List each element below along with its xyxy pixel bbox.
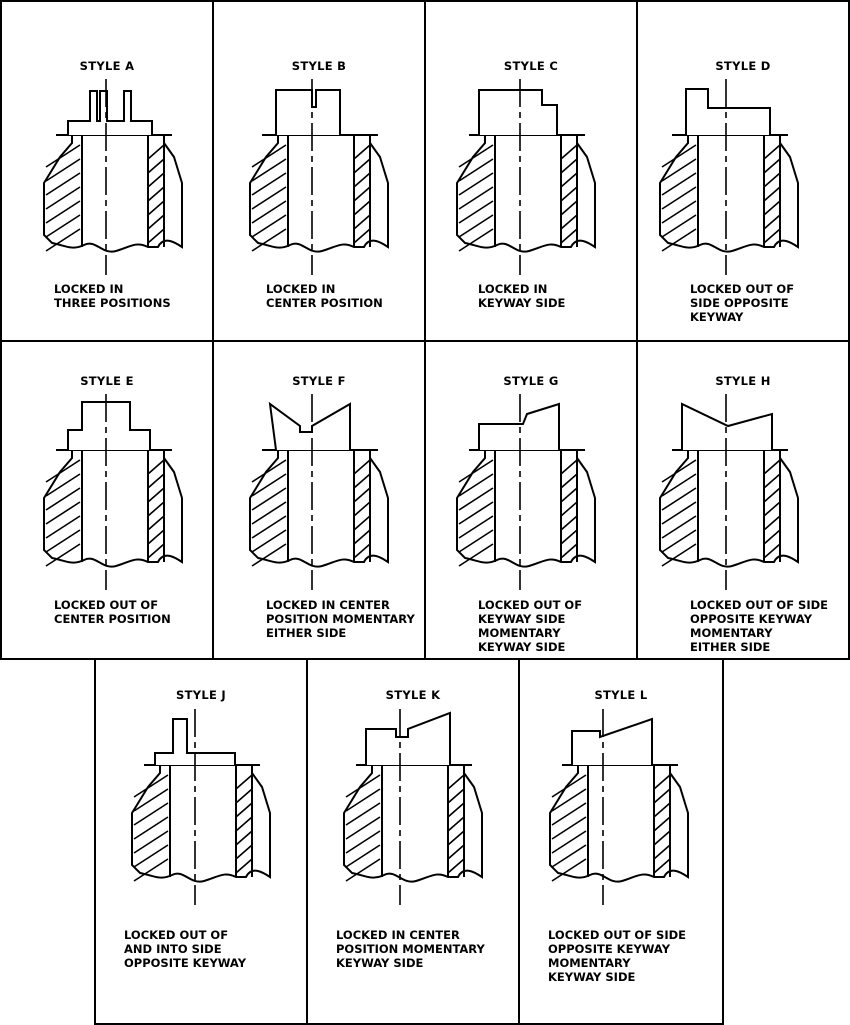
caption-line: MOMENTARY <box>548 956 631 970</box>
right-hatch <box>148 460 164 558</box>
caption-line: LOCKED IN CENTER <box>266 598 390 612</box>
caption-line: LOCKED OUT OF <box>478 598 583 612</box>
hatch-line <box>764 474 780 488</box>
hatch-line <box>654 817 670 831</box>
hatch-line <box>561 173 577 187</box>
actuator-outline <box>276 90 340 135</box>
hatch-line <box>252 145 286 167</box>
style-title: STYLE K <box>385 688 441 702</box>
hatch-line <box>654 845 670 859</box>
hatch-line <box>148 544 164 558</box>
caption-line: KEYWAY SIDE <box>478 296 566 310</box>
caption-line: LOCKED OUT OF SIDE <box>548 928 687 942</box>
hatch-line <box>662 488 696 510</box>
hatch-line <box>459 187 493 209</box>
switch-body <box>660 135 798 252</box>
hatch-line <box>654 859 670 873</box>
right-hatch <box>148 145 164 243</box>
right-hatch <box>764 460 780 558</box>
style-title: STYLE C <box>503 59 559 73</box>
caption-line: KEYWAY SIDE <box>478 612 566 626</box>
hatch-line <box>552 817 586 839</box>
hatch-line <box>46 201 80 223</box>
hatch-line <box>148 145 164 159</box>
hatch-line <box>561 187 577 201</box>
hatch-line <box>236 803 252 817</box>
hatch-line <box>561 229 577 243</box>
housing-outline <box>660 450 798 567</box>
hatch-line <box>236 831 252 845</box>
hatch-line <box>764 502 780 516</box>
hatch-line <box>354 145 370 159</box>
right-hatch <box>764 145 780 243</box>
style-title: STYLE G <box>503 374 559 388</box>
caption-line: MOMENTARY <box>478 626 561 640</box>
switch-body <box>132 765 270 882</box>
switch-body <box>550 765 688 882</box>
hatch-line <box>561 215 577 229</box>
left-hatch <box>459 145 493 251</box>
hatch-line <box>134 831 168 853</box>
hatch-line <box>662 201 696 223</box>
hatch-line <box>134 845 168 867</box>
hatch-line <box>236 845 252 859</box>
hatch-line <box>662 173 696 195</box>
hatch-line <box>354 201 370 215</box>
caption-line: KEYWAY SIDE <box>548 970 636 984</box>
hatch-line <box>764 201 780 215</box>
hatch-line <box>764 488 780 502</box>
caption-line: OPPOSITE KEYWAY <box>690 612 813 626</box>
style-title: STYLE J <box>175 688 227 702</box>
left-hatch <box>662 460 696 566</box>
right-hatch <box>354 145 370 243</box>
hatch-line <box>764 516 780 530</box>
right-hatch <box>561 145 577 243</box>
housing-outline <box>44 135 182 252</box>
switch-body <box>44 135 182 252</box>
hatch-line <box>764 187 780 201</box>
hatch-line <box>459 460 493 482</box>
hatch-line <box>448 831 464 845</box>
hatch-line <box>764 159 780 173</box>
caption-line: KEYWAY SIDE <box>478 640 566 654</box>
hatch-line <box>448 775 464 789</box>
hatch-line <box>662 460 696 482</box>
hatch-line <box>346 775 380 797</box>
hatch-line <box>148 516 164 530</box>
right-hatch <box>236 775 252 873</box>
right-hatch <box>448 775 464 873</box>
hatch-line <box>148 201 164 215</box>
caption-line: CENTER POSITION <box>54 612 171 626</box>
hatch-line <box>148 474 164 488</box>
left-hatch <box>552 775 586 881</box>
caption-line: KEYWAY <box>690 310 744 324</box>
hatch-line <box>252 187 286 209</box>
style-title: STYLE H <box>715 374 771 388</box>
hatch-line <box>148 229 164 243</box>
hatch-line <box>46 530 80 552</box>
hatch-line <box>354 502 370 516</box>
hatch-line <box>561 460 577 474</box>
caption-line: LOCKED IN CENTER <box>336 928 460 942</box>
hatch-line <box>459 215 493 237</box>
hatch-line <box>354 229 370 243</box>
style-title: STYLE D <box>715 59 771 73</box>
hatch-line <box>354 516 370 530</box>
hatch-line <box>654 803 670 817</box>
hatch-line <box>134 775 168 797</box>
caption-line: OPPOSITE KEYWAY <box>124 956 247 970</box>
style-title: STYLE E <box>80 374 134 388</box>
hatch-line <box>662 145 696 167</box>
hatch-line <box>236 789 252 803</box>
hatch-line <box>448 803 464 817</box>
housing-outline <box>550 765 688 882</box>
caption-line: THREE POSITIONS <box>54 296 171 310</box>
hatch-line <box>46 488 80 510</box>
housing-outline <box>660 135 798 252</box>
hatch-line <box>459 516 493 538</box>
hatch-line <box>561 544 577 558</box>
hatch-line <box>354 460 370 474</box>
hatch-line <box>354 488 370 502</box>
hatch-line <box>662 516 696 538</box>
switch-body <box>457 450 595 567</box>
hatch-line <box>148 173 164 187</box>
hatch-line <box>252 460 286 482</box>
hatch-line <box>134 803 168 825</box>
caption-line: KEYWAY SIDE <box>336 956 424 970</box>
hatch-line <box>448 817 464 831</box>
housing-outline <box>344 765 482 882</box>
hatch-line <box>354 215 370 229</box>
caption-line: LOCKED OUT OF <box>124 928 229 942</box>
left-hatch <box>252 145 286 251</box>
hatch-line <box>662 187 696 209</box>
left-hatch <box>459 460 493 566</box>
caption-line: POSITION MOMENTARY <box>336 942 485 956</box>
hatch-line <box>459 530 493 552</box>
hatch-line <box>354 544 370 558</box>
hatch-line <box>764 544 780 558</box>
hatch-line <box>448 859 464 873</box>
caption-line: AND INTO SIDE <box>124 942 222 956</box>
hatch-line <box>552 831 586 853</box>
hatch-line <box>236 817 252 831</box>
hatch-line <box>46 215 80 237</box>
hatch-line <box>46 187 80 209</box>
caption-line: LOCKED IN <box>54 282 124 296</box>
caption-line: LOCKED IN <box>266 282 336 296</box>
switch-body <box>457 135 595 252</box>
caption-line: LOCKED OUT OF <box>690 282 795 296</box>
hatch-line <box>134 817 168 839</box>
hatch-line <box>148 502 164 516</box>
right-hatch <box>561 460 577 558</box>
hatch-line <box>252 201 286 223</box>
actuator-outline <box>68 91 152 135</box>
hatch-line <box>236 859 252 873</box>
hatch-line <box>354 187 370 201</box>
hatch-line <box>662 215 696 237</box>
switch-body <box>660 450 798 567</box>
caption-line: SIDE OPPOSITE <box>690 296 789 310</box>
actuator-outline <box>682 404 772 450</box>
hatch-line <box>252 530 286 552</box>
hatch-line <box>561 516 577 530</box>
hatch-line <box>346 817 380 839</box>
left-hatch <box>252 460 286 566</box>
caption-line: LOCKED IN <box>478 282 548 296</box>
style-title: STYLE B <box>291 59 347 73</box>
hatch-line <box>448 845 464 859</box>
switch-body <box>250 135 388 252</box>
hatch-line <box>354 159 370 173</box>
hatch-line <box>764 173 780 187</box>
housing-outline <box>457 450 595 567</box>
actuator-outline <box>366 713 450 765</box>
hatch-line <box>354 474 370 488</box>
hatch-line <box>561 502 577 516</box>
actuator-outline <box>479 90 557 135</box>
hatch-line <box>46 502 80 524</box>
hatch-line <box>561 488 577 502</box>
hatch-line <box>552 775 586 797</box>
hatch-line <box>252 502 286 524</box>
housing-outline <box>44 450 182 567</box>
caption-line: CENTER POSITION <box>266 296 383 310</box>
caption-line: POSITION MOMENTARY <box>266 612 415 626</box>
actuator-outline <box>572 719 652 765</box>
hatch-line <box>561 201 577 215</box>
hatch-line <box>662 530 696 552</box>
caption-line: EITHER SIDE <box>266 626 347 640</box>
hatch-line <box>46 460 80 482</box>
hatch-line <box>354 173 370 187</box>
right-hatch <box>654 775 670 873</box>
hatch-line <box>561 159 577 173</box>
style-title: STYLE A <box>79 59 135 73</box>
switch-body <box>344 765 482 882</box>
housing-outline <box>132 765 270 882</box>
hatch-line <box>764 229 780 243</box>
left-hatch <box>134 775 168 881</box>
housing-outline <box>457 135 595 252</box>
hatch-line <box>764 460 780 474</box>
hatch-line <box>252 173 286 195</box>
hatch-line <box>764 215 780 229</box>
hatch-line <box>46 145 80 167</box>
caption-line: LOCKED OUT OF <box>54 598 159 612</box>
hatch-line <box>552 845 586 867</box>
actuator-outline <box>68 402 150 450</box>
hatch-line <box>552 803 586 825</box>
right-hatch <box>354 460 370 558</box>
hatch-line <box>561 474 577 488</box>
hatch-line <box>148 159 164 173</box>
actuator-outline <box>686 89 770 135</box>
hatch-line <box>459 201 493 223</box>
style-title: STYLE L <box>594 688 648 702</box>
hatch-line <box>148 488 164 502</box>
hatch-line <box>654 775 670 789</box>
switch-body <box>44 450 182 567</box>
hatch-line <box>148 530 164 544</box>
hatch-line <box>354 530 370 544</box>
hatch-line <box>654 789 670 803</box>
hatch-line <box>561 145 577 159</box>
caption-line: EITHER SIDE <box>690 640 771 654</box>
hatch-line <box>148 187 164 201</box>
hatch-line <box>764 530 780 544</box>
hatch-line <box>346 831 380 853</box>
hatch-line <box>346 845 380 867</box>
hatch-line <box>236 775 252 789</box>
hatch-line <box>252 516 286 538</box>
hatch-line <box>764 145 780 159</box>
left-hatch <box>46 145 80 251</box>
caption-line: OPPOSITE KEYWAY <box>548 942 671 956</box>
hatch-line <box>448 789 464 803</box>
style-title: STYLE F <box>292 374 346 388</box>
left-hatch <box>346 775 380 881</box>
caption-line: MOMENTARY <box>690 626 773 640</box>
hatch-line <box>459 502 493 524</box>
actuator-outline <box>479 404 559 450</box>
hatch-line <box>46 516 80 538</box>
hatch-line <box>346 803 380 825</box>
hatch-line <box>459 488 493 510</box>
left-hatch <box>46 460 80 566</box>
hatch-line <box>561 530 577 544</box>
hatch-line <box>252 215 286 237</box>
switch-body <box>250 450 388 567</box>
housing-outline <box>250 450 388 567</box>
hatch-line <box>148 460 164 474</box>
hatch-line <box>148 215 164 229</box>
left-hatch <box>662 145 696 251</box>
hatch-line <box>654 831 670 845</box>
hatch-line <box>459 173 493 195</box>
caption-line: LOCKED OUT OF SIDE <box>690 598 829 612</box>
hatch-line <box>459 145 493 167</box>
hatch-line <box>662 502 696 524</box>
hatch-line <box>252 488 286 510</box>
housing-outline <box>250 135 388 252</box>
actuator-outline <box>270 404 350 450</box>
hatch-line <box>46 173 80 195</box>
